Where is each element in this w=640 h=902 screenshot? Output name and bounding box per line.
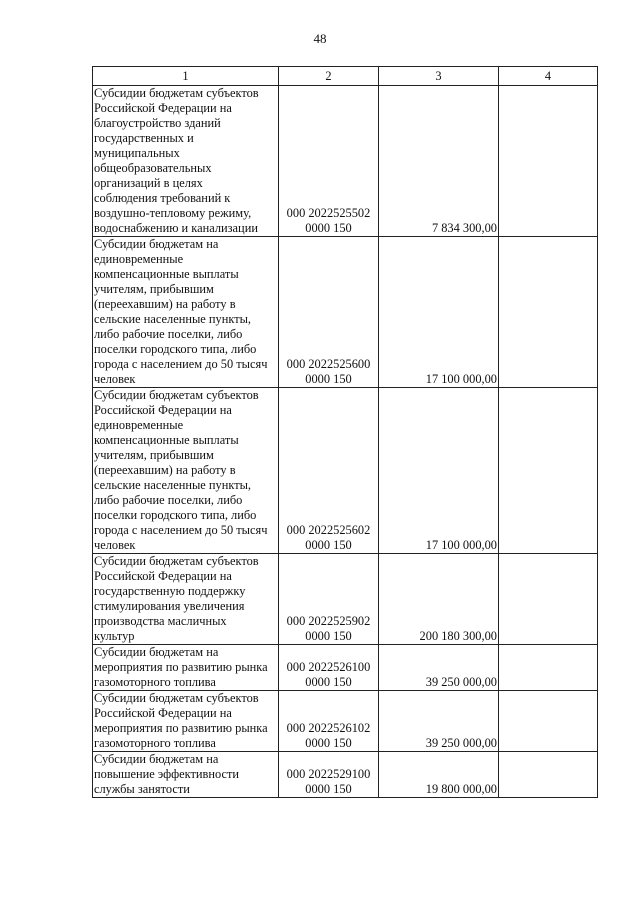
- page-number: 48: [313, 31, 327, 46]
- column-4-cell: [499, 752, 598, 798]
- budget-code-cell: [279, 86, 379, 237]
- subsidy-name-line: государственную поддержку: [94, 584, 246, 598]
- subsidy-name-line: водоснабжению и канализации: [94, 221, 258, 235]
- subsidy-name-line: Субсидии бюджетам субъектов: [94, 388, 259, 402]
- subsidy-name-line: государственных и: [94, 131, 194, 145]
- subsidy-name-line: производства масличных: [94, 614, 227, 628]
- budget-code-line: 0000 150: [305, 372, 352, 386]
- subsidy-name-cell: [93, 752, 279, 798]
- subsidy-name-line: газомоторного топлива: [94, 736, 216, 750]
- budget-code-line: 000 2022525502: [286, 206, 371, 220]
- subsidy-name-cell: [93, 388, 279, 554]
- budget-code-line: 0000 150: [305, 538, 352, 552]
- subsidy-name-line: муниципальных: [94, 146, 180, 160]
- amount-cell: 39 250 000,00: [379, 645, 499, 691]
- subsidy-name-cell: [93, 645, 279, 691]
- budget-code-cell: [279, 645, 379, 691]
- subsidy-name-cell: [93, 237, 279, 388]
- subsidy-name-line: компенсационные выплаты: [94, 267, 239, 281]
- table-row: [93, 554, 598, 645]
- subsidy-name-line: Субсидии бюджетам на: [94, 645, 219, 659]
- subsidy-name-line: службы занятости: [94, 782, 190, 796]
- subsidy-name-line: мероприятия по развитию рынка: [94, 721, 268, 735]
- subsidy-name-line: стимулирования увеличения: [94, 599, 245, 613]
- table-row: [93, 86, 598, 237]
- budget-code-line: 0000 150: [305, 221, 352, 235]
- budget-code-cell: [279, 691, 379, 752]
- column-4-cell: [499, 554, 598, 645]
- subsidy-name-line: мероприятия по развитию рынка: [94, 660, 268, 674]
- amount-cell: 7 834 300,00: [379, 86, 499, 237]
- subsidy-name-line: (переехавшим) на работу в: [94, 297, 236, 311]
- budget-code-cell: [279, 237, 379, 388]
- budget-code-cell: [279, 388, 379, 554]
- amount-cell: 200 180 300,00: [379, 554, 499, 645]
- column-4-cell: [499, 388, 598, 554]
- subsidy-name-line: Российской Федерации на: [94, 569, 232, 583]
- budget-code-cell: [279, 554, 379, 645]
- subsidy-name-line: сельские населенные пункты,: [94, 312, 252, 326]
- column-header-3: 3: [379, 67, 499, 86]
- amount-cell: 17 100 000,00: [379, 388, 499, 554]
- subsidy-name-line: единовременные: [94, 252, 184, 266]
- subsidy-name-line: учителям, прибывшим: [94, 282, 214, 296]
- table-row: [93, 388, 598, 554]
- subsidy-name-line: Субсидии бюджетам на: [94, 752, 219, 766]
- subsidy-name-line: воздушно-тепловому режиму,: [94, 206, 252, 220]
- subsidy-name-line: повышение эффективности: [94, 767, 240, 781]
- subsidy-name-line: Российской Федерации на: [94, 403, 232, 417]
- subsidy-name-line: соблюдения требований к: [94, 191, 231, 205]
- column-header-2: 2: [279, 67, 379, 86]
- budget-code-line: 000 2022525600: [286, 357, 371, 371]
- subsidy-name-line: поселки городского типа, либо: [94, 342, 257, 356]
- budget-code-line: 000 2022525902: [286, 614, 371, 628]
- budget-table: [92, 66, 598, 798]
- subsidy-name-cell: [93, 86, 279, 237]
- subsidy-name-line: учителям, прибывшим: [94, 448, 214, 462]
- table-row: [93, 691, 598, 752]
- amount-cell: 19 800 000,00: [379, 752, 499, 798]
- budget-code-line: 000 2022526100: [286, 660, 371, 674]
- column-4-cell: [499, 691, 598, 752]
- table-row: [93, 752, 598, 798]
- budget-code-line: 0000 150: [305, 782, 352, 796]
- subsidy-name-line: Российской Федерации на: [94, 101, 232, 115]
- subsidy-name-line: города с населением до 50 тысяч: [94, 357, 268, 371]
- subsidy-name-line: сельские населенные пункты,: [94, 478, 252, 492]
- column-header-4: 4: [499, 67, 598, 86]
- budget-code-line: 0000 150: [305, 629, 352, 643]
- subsidy-name-line: города с населением до 50 тысяч: [94, 523, 268, 537]
- subsidy-name-line: общеобразовательных: [94, 161, 212, 175]
- subsidy-name-line: газомоторного топлива: [94, 675, 216, 689]
- subsidy-name-line: Российской Федерации на: [94, 706, 232, 720]
- table-row: [93, 237, 598, 388]
- subsidy-name-line: либо рабочие поселки, либо: [94, 493, 243, 507]
- subsidy-name-line: Субсидии бюджетам на: [94, 237, 219, 251]
- budget-code-line: 000 2022526102: [286, 721, 371, 735]
- column-4-cell: [499, 86, 598, 237]
- column-4-cell: [499, 237, 598, 388]
- table-header-row: [93, 67, 598, 86]
- subsidy-name-line: компенсационные выплаты: [94, 433, 239, 447]
- budget-code-line: 0000 150: [305, 675, 352, 689]
- amount-cell: 39 250 000,00: [379, 691, 499, 752]
- column-4-cell: [499, 645, 598, 691]
- subsidy-name-line: культур: [94, 629, 135, 643]
- subsidy-name-line: Субсидии бюджетам субъектов: [94, 86, 259, 100]
- table-row: [93, 645, 598, 691]
- subsidy-name-line: человек: [94, 372, 136, 386]
- subsidy-name-line: Субсидии бюджетам субъектов: [94, 691, 259, 705]
- column-header-1: 1: [93, 67, 279, 86]
- amount-cell: 17 100 000,00: [379, 237, 499, 388]
- subsidy-name-line: человек: [94, 538, 136, 552]
- budget-code-line: 000 2022525602: [286, 523, 371, 537]
- subsidy-name-line: организаций в целях: [94, 176, 203, 190]
- subsidy-name-line: Субсидии бюджетам субъектов: [94, 554, 259, 568]
- budget-code-cell: [279, 752, 379, 798]
- subsidy-name-line: либо рабочие поселки, либо: [94, 327, 243, 341]
- subsidy-name-line: поселки городского типа, либо: [94, 508, 257, 522]
- subsidy-name-cell: [93, 554, 279, 645]
- budget-code-line: 000 2022529100: [286, 767, 371, 781]
- subsidy-name-line: единовременные: [94, 418, 184, 432]
- subsidy-name-line: (переехавшим) на работу в: [94, 463, 236, 477]
- subsidy-name-line: благоустройство зданий: [94, 116, 221, 130]
- subsidy-name-cell: [93, 691, 279, 752]
- budget-code-line: 0000 150: [305, 736, 352, 750]
